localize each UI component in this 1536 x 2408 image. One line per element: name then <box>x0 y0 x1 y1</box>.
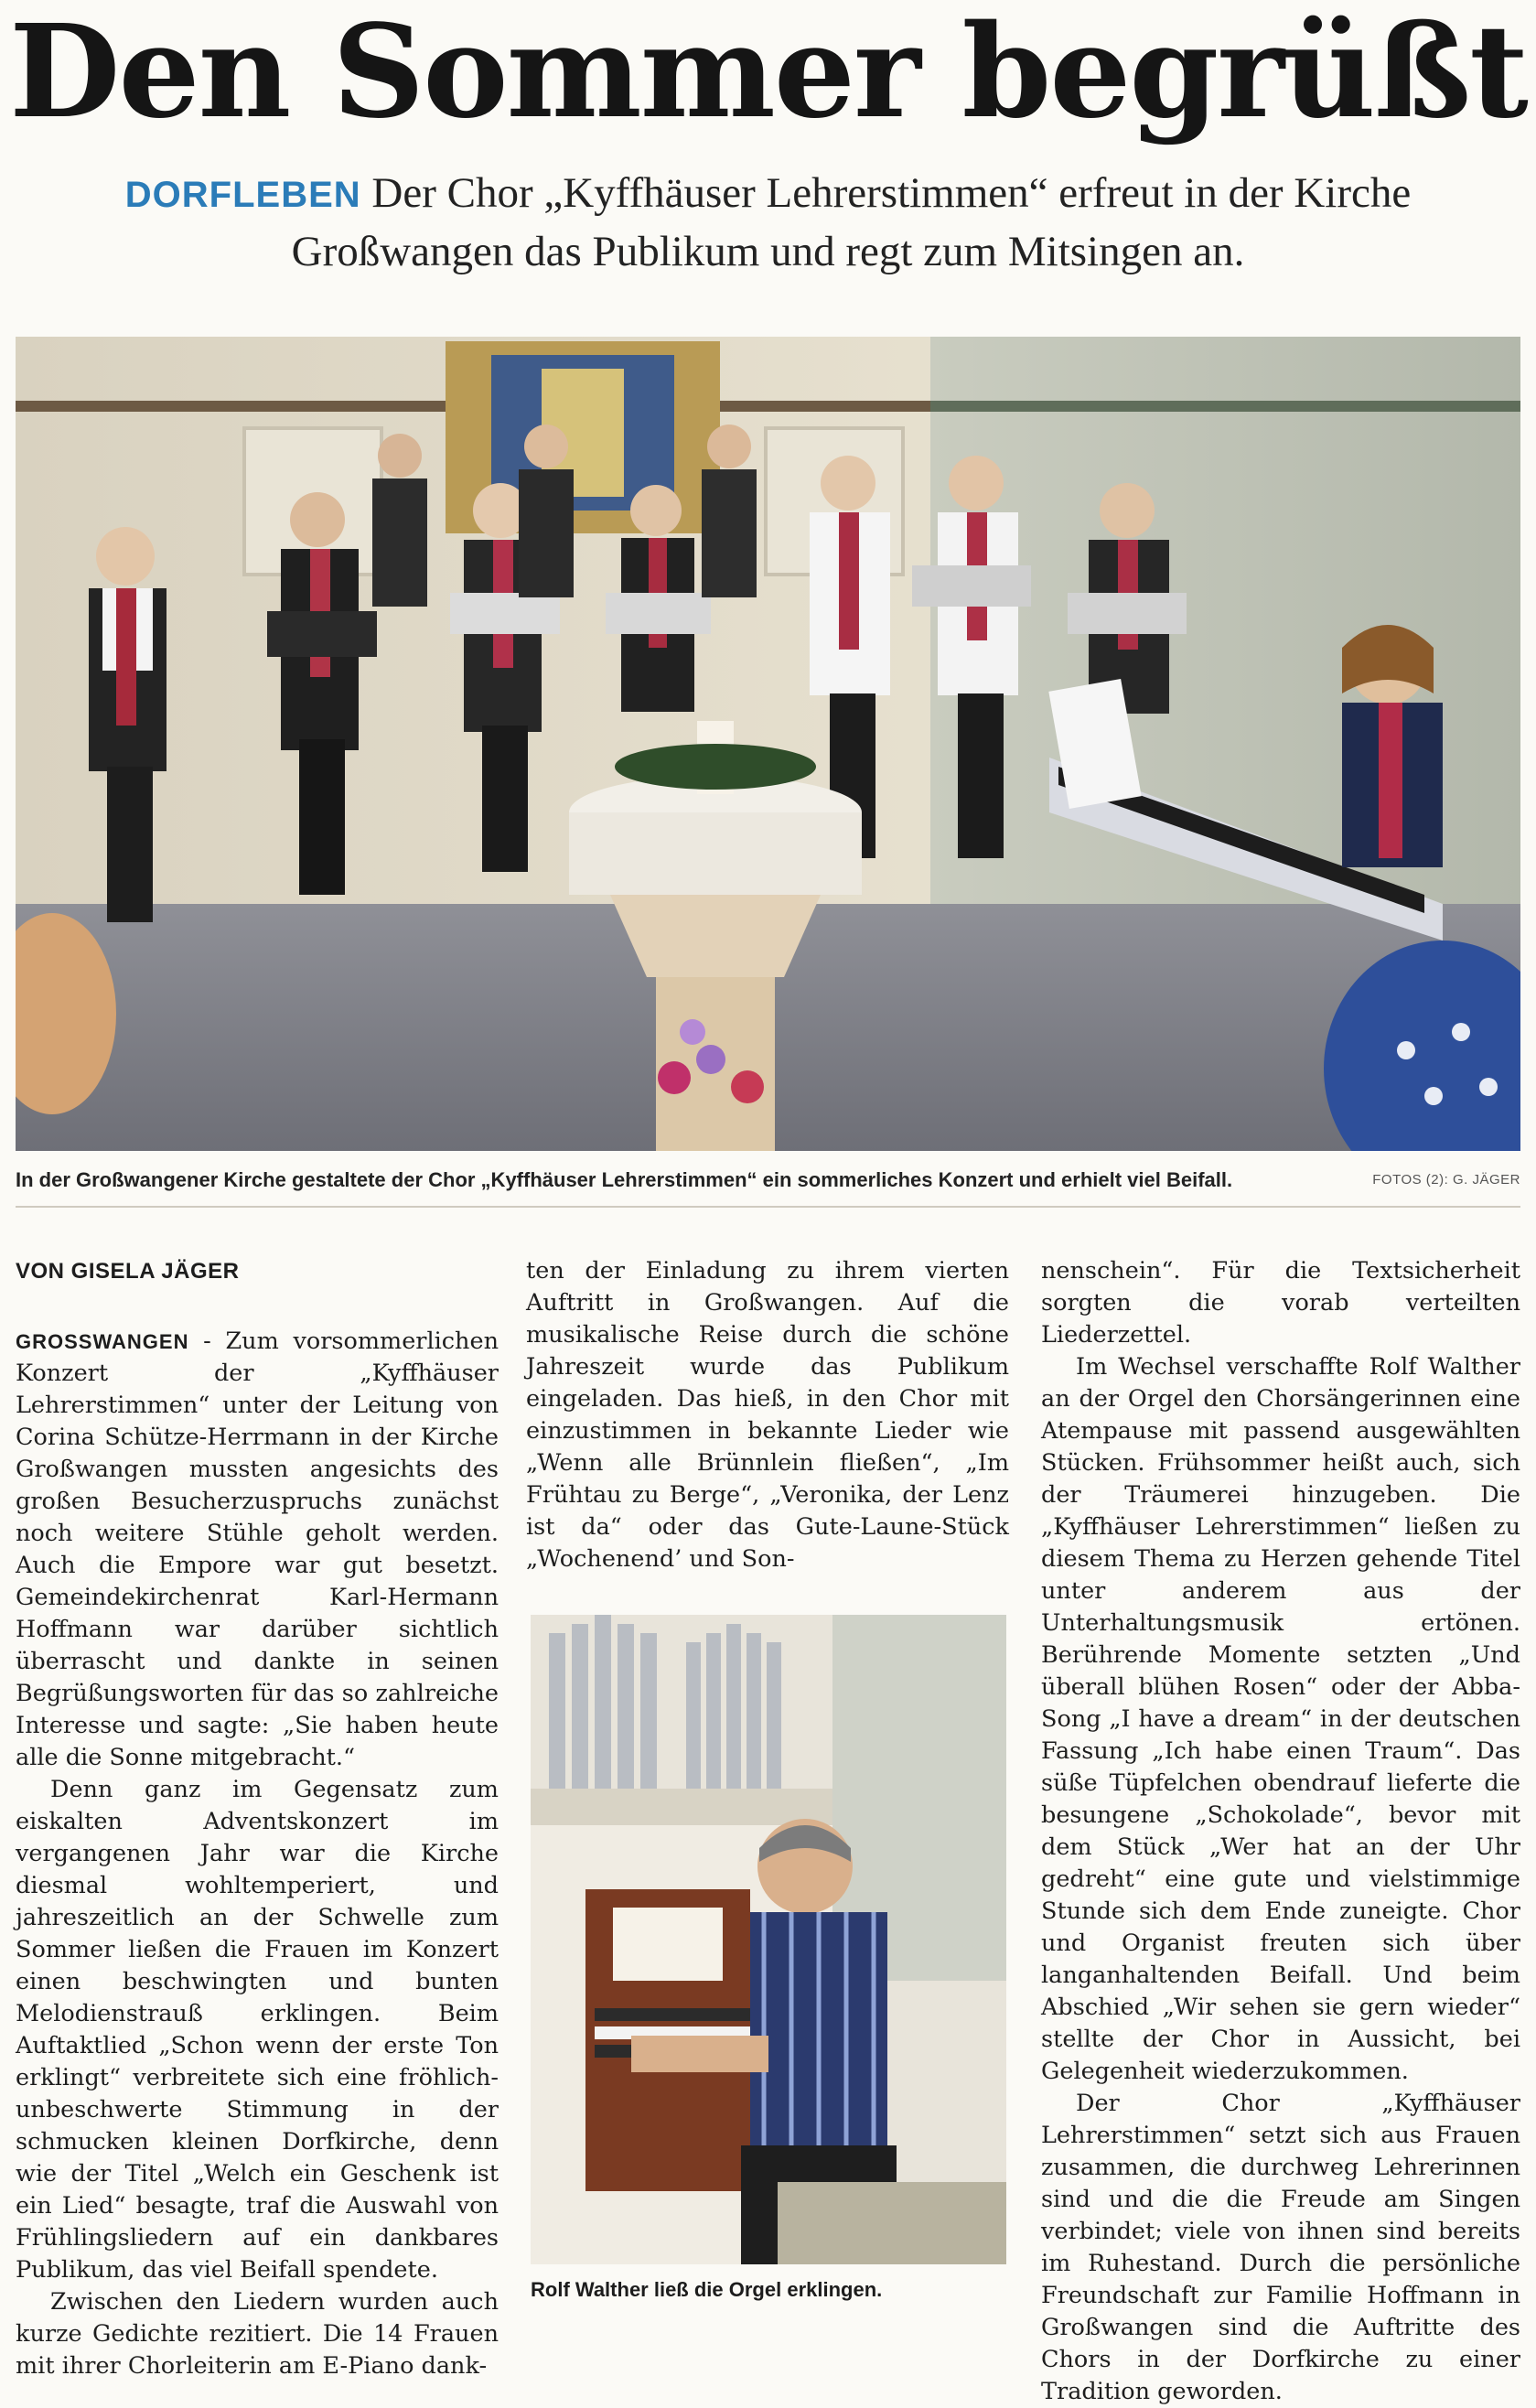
paragraph: Im Wechsel verschaffte Rolf Walther an der Orgel den Chorsängerinnen eine Atempause mit passend ausgewählten Stücken. Frühsommer heißt auch, sich der Träumerei hinzugeben. Die „Kyffhäuser Lehrerstimmen“ ließen zu diesem Thema zu Herzen gehende Titel unter anderem aus der Unterhaltungsmusik ertönen. Berührende Momente setzten „Und überall blühen Rosen“ oder der Abba-Song „I have a dream“ in der deutschen Fassung „Ich habe einen Traum“. Das süße Tüpfelchen obendrauf lieferte die besungene „Schokolade“, bevor mit dem Stück „Wer hat an der Uhr gedreht“ eine gute und vielstimmige Stunde sich dem Ende zuneigte. Chor und Organist freuten sich über langanhaltenden Beifall. Und beim Abschied „Wir sehen sie gern wieder“ stellte der Chor in Aussicht, bei Gelegenheit wiederzukommen. <box>1041 1353 1520 2085</box>
caption-text: In der Großwangener Kirche gestaltete der Chor „Kyffhäuser Lehrerstimmen“ ein sommerliches Konzert und erhielt viel Beifall. <box>16 1168 1233 1191</box>
section-kicker: DORFLEBEN <box>124 175 361 215</box>
headline: Den Sommer begrüßt <box>9 0 1527 147</box>
organ-photo <box>531 1615 1006 2264</box>
dateline: GROSSWANGEN <box>16 1330 189 1353</box>
paragraph: nenschein“. Für die Textsicherheit sorgten die vorab verteilten Liederzettel. <box>1041 1257 1520 1349</box>
choir-photo <box>16 337 1520 1151</box>
article-column-1 <box>16 1255 499 2382</box>
divider <box>16 1206 1520 1208</box>
photo-credit: FOTOS (2): G. JÄGER <box>1372 1172 1520 1188</box>
paragraph-text: - Zum vorsommerlichen Konzert der „Kyffhäuser Lehrerstimmen“ unter der Leitung von Corina Schütze-Herrmann in der Kirche Großwangen mussten angesichts des großen Besucherzuspruchs zunächst noch weitere Stühle geholt werden. Auch die Empore war gut besetzt. Gemeindekirchenrat Karl-Hermann Hoffmann war darüber sichtlich überrascht und dankte in seinen Begrüßungsworten für das so zahlreiche Interesse und sagte: „Sie haben heute alle die Sonne mitgebracht.“ <box>16 1328 499 1771</box>
paragraph: Der Chor „Kyffhäuser Lehrerstimmen“ setzt sich aus Frauen zusammen, die durchweg Lehrerinnen sind und die die Freude am Singen verbindet; viele von ihnen sind bereits im Ruhestand. Durch die persönliche Freundschaft zur Familie Hoffmann in Großwangen sind die Auftritte des Chors in der Dorfkirche zu einer Tradition geworden. <box>1041 2090 1520 2405</box>
byline: VON GISELA JÄGER <box>16 1259 240 1284</box>
organ-photo-caption: Rolf Walther ließ die Orgel erklingen. <box>531 2278 883 2301</box>
subheadline-text: Der Chor „Kyffhäuser Lehrerstimmen“ erfreut in der Kirche Großwangen das Publikum und regt zum Mitsingen an. <box>291 169 1412 275</box>
paragraph: Denn ganz im Gegensatz zum eiskalten Adventskonzert im vergangenen Jahr war die Kirche diesmal wohltemperiert, und jahreszeitlich an der Schwelle zum Sommer ließen die Frauen im Konzert einen beschwingten und bunten Melodienstrauß erklingen. Beim Auftaktlied „Schon wenn der erste Ton erklingt“ verbreitete sich eine fröhlich-unbeschwerte Stimmung in der schmucken kleinen Dorfkirche, denn wie der Titel „Welch ein Geschenk ist ein Lied“ besagte, traf die Auswahl von Frühlingsliedern auf ein dankbares Publikum, das viel Beifall spendete. <box>16 1776 499 2284</box>
paragraph: Zwischen den Liedern wurden auch kurze Gedichte rezitiert. Die 14 Frauen mit ihrer Chorleiterin am E-Piano dank- <box>16 2288 499 2380</box>
paragraph <box>16 1326 499 1774</box>
subheadline <box>55 165 1481 280</box>
paragraph: ten der Einladung zu ihrem vierten Auftritt in Großwangen. Auf die musikalische Reise durch die schöne Jahreszeit wurde das Publikum eingeladen. Das hieß, in den Chor mit einzustimmen in bekannte Lieder wie „Wenn alle Brünnlein fließen“, „Im Frühtau zu Berge“, „Veronika, der Lenz ist da“ oder das Gute-Laune-Stück „Wochenend’ und Son- <box>526 1257 1009 1573</box>
main-photo-caption <box>16 1162 1520 1199</box>
article-column-3 <box>1041 1255 1520 2408</box>
